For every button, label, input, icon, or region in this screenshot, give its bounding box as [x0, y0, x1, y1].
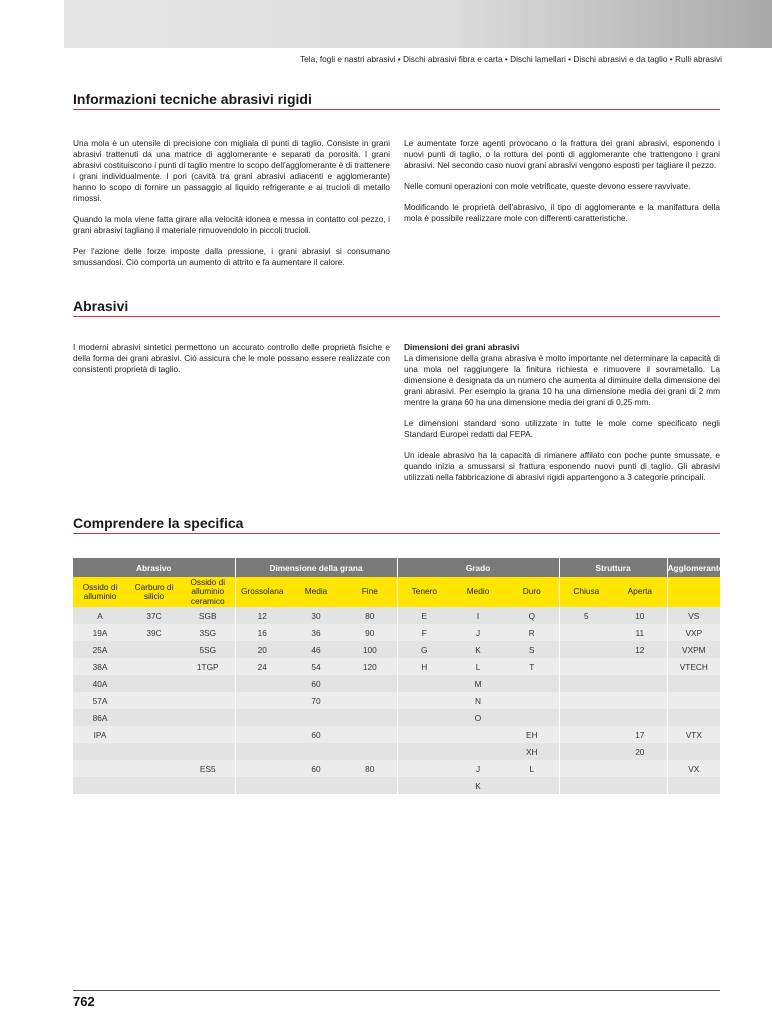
page-number: 762 [73, 994, 95, 1009]
table-cell [235, 692, 289, 709]
table-cell: 40A [73, 675, 127, 692]
table-cell [181, 692, 235, 709]
table-row [73, 658, 720, 675]
group-header-struttura: Struttura [559, 558, 667, 577]
table-row [73, 743, 720, 760]
paragraph: Per l'azione delle forze imposte dalla pressione, i grani abrasivi si consumano smussandosi. Ciò comporta un aumento di attrito e fa aumentare il calore. [73, 246, 390, 267]
group-header-dimensione: Dimensione della grana [235, 558, 397, 577]
table-cell: VS [667, 607, 720, 624]
table-cell: VTX [667, 726, 720, 743]
subheader-cell: Grossolana [235, 577, 289, 607]
paragraph: Nelle comuni operazioni con mole vetrificate, queste devono essere ravvivate. [404, 181, 691, 191]
section1-right-column [404, 138, 720, 234]
paragraph: Quando la mola viene fatta girare alla velocità idonea e messa in contatto col pezzo, i grani abrasivi tagliano il materiale rimuovendolo in piccoli trucioli. [73, 214, 390, 235]
table-cell: 10 [613, 607, 667, 624]
table-cell [127, 692, 181, 709]
table-cell [289, 743, 343, 760]
table-cell: R [505, 624, 559, 641]
table-cell [343, 675, 397, 692]
table-cell [235, 726, 289, 743]
section-title-specifica: Comprendere la specifica [73, 515, 244, 531]
subheader-cell: Ossido di alluminio [73, 577, 127, 607]
table-cell: 37C [127, 607, 181, 624]
table-cell: VX [667, 760, 720, 777]
header-band [64, 0, 772, 48]
table-cell: K [451, 777, 505, 794]
table-cell: 38A [73, 658, 127, 675]
table-cell [505, 709, 559, 726]
table-cell [451, 726, 505, 743]
table-cell: 60 [289, 760, 343, 777]
table-cell [235, 743, 289, 760]
table-cell [235, 777, 289, 794]
table-cell [397, 777, 451, 794]
table-group-header [73, 558, 720, 577]
table-cell: Q [505, 607, 559, 624]
table-cell [235, 760, 289, 777]
table-cell [559, 743, 613, 760]
table-cell [667, 692, 720, 709]
table-cell: 12 [235, 607, 289, 624]
table-cell: J [451, 624, 505, 641]
table-cell [559, 675, 613, 692]
paragraph: Un ideale abrasivo ha la capacità di rimanere affilato con poche punte smussate, e quando inizia a smussarsi si frattura esponendo nuovi punti di taglio. Gli abrasivi utilizzati nella fabbricazione di abrasivi rigidi appartengono a 3 categorie principali. [404, 450, 720, 482]
table-cell [289, 777, 343, 794]
section-divider [73, 533, 720, 534]
subheading: Dimensioni dei grani abrasivi [404, 342, 520, 352]
table-subheader [73, 577, 720, 607]
table-cell: H [397, 658, 451, 675]
table-cell [613, 658, 667, 675]
table-cell [505, 675, 559, 692]
table-cell [613, 709, 667, 726]
table-cell [397, 743, 451, 760]
table-cell: 36 [289, 624, 343, 641]
specification-table [73, 558, 724, 794]
table-body [73, 607, 720, 794]
table-row [73, 624, 720, 641]
table-cell [505, 777, 559, 794]
table-cell [613, 692, 667, 709]
table-cell: 80 [343, 607, 397, 624]
table-cell [289, 709, 343, 726]
table-cell: 20 [613, 743, 667, 760]
table-cell: 46 [289, 641, 343, 658]
table-cell [397, 760, 451, 777]
table-cell [73, 743, 127, 760]
group-header-abrasivo: Abrasivo [73, 558, 235, 577]
paragraph: Una mola è un utensile di precisione con migliaia di punti di taglio. Consiste in grani abrasivi trattenuti da una matrice di agglomerante e separati da porosità. I grani abrasivi costituiscono i punti di taglio mentre lo scopo dell'agglomerante è di trattenere i grani individualmente. I pori (cavità tra grani abrasivi adiacenti e agglomerante) hanno lo scopo di fornire un passaggio al liquido refrigerante e ai trucioli di metallo rimossi. [73, 138, 390, 203]
table-row [73, 777, 720, 794]
table-cell: 17 [613, 726, 667, 743]
paragraph: Le aumentate forze agenti provocano o la frattura dei grani abrasivi, esponendo i nuovi punti di taglio, o la rottura dei ponti di agglomerante che trattengono i grani abrasivi. Nel secondo caso nuovi grani abrasivi vengono esposti per tagliare il pezzo. [404, 138, 720, 170]
table-cell [127, 726, 181, 743]
table-cell [667, 709, 720, 726]
table-row [73, 726, 720, 743]
table-cell [181, 777, 235, 794]
subheader-cell: Medio [451, 577, 505, 607]
subheader-cell: Aperta [613, 577, 667, 607]
table-cell: S [505, 641, 559, 658]
table-cell [613, 675, 667, 692]
table-cell [667, 675, 720, 692]
table-cell: 54 [289, 658, 343, 675]
table-cell [73, 777, 127, 794]
table-cell [343, 692, 397, 709]
table-cell: IPA [73, 726, 127, 743]
table-cell [397, 709, 451, 726]
table-cell: 11 [613, 624, 667, 641]
table-cell: 5 [559, 607, 613, 624]
table-cell: F [397, 624, 451, 641]
table-cell: L [505, 760, 559, 777]
group-header-agglomerante: Agglomerante [667, 558, 720, 577]
subheader-cell: Tenero [397, 577, 451, 607]
table-cell: 20 [235, 641, 289, 658]
table-cell [127, 658, 181, 675]
table-row [73, 641, 720, 658]
table-cell: XH [505, 743, 559, 760]
table-cell [559, 624, 613, 641]
table-cell [559, 709, 613, 726]
table-cell: M [451, 675, 505, 692]
table-cell: G [397, 641, 451, 658]
table-cell: 1TGP [181, 658, 235, 675]
table-cell [343, 709, 397, 726]
table-cell [397, 675, 451, 692]
table-cell [181, 743, 235, 760]
table-cell: 57A [73, 692, 127, 709]
table-cell: 3SG [181, 624, 235, 641]
subheader-cell: Media [289, 577, 343, 607]
table-cell: 39C [127, 624, 181, 641]
table-cell [127, 777, 181, 794]
table-cell: J [451, 760, 505, 777]
table-cell [613, 760, 667, 777]
table-row [73, 760, 720, 777]
table-cell: 70 [289, 692, 343, 709]
table-cell [343, 743, 397, 760]
table-cell: 86A [73, 709, 127, 726]
table-cell: ES5 [181, 760, 235, 777]
table-cell [559, 658, 613, 675]
group-header-grado: Grado [397, 558, 559, 577]
table-cell [559, 760, 613, 777]
table-cell [127, 709, 181, 726]
table-cell: 100 [343, 641, 397, 658]
table-cell [181, 675, 235, 692]
table-cell: 120 [343, 658, 397, 675]
table-cell [181, 709, 235, 726]
table-cell: A [73, 607, 127, 624]
table-cell: T [505, 658, 559, 675]
paragraph: La dimensione della grana abrasiva è molto importante nel determinare la capacità di una mola nel raggiungere la finitura richiesta e rimuovere il sovrametallo. La dimensione è designata da un numero che aumenta al diminuire della dimensione dei grani abrasivi. Per esempio la grana 10 ha una dimensione media dei grani di 2 mm mentre la grana 60 ha una dimensione media dei grani di 0,25 mm. [404, 353, 720, 407]
subheader-cell: Ossido di alluminio ceramico [181, 577, 235, 607]
table-cell [559, 777, 613, 794]
table-cell: 5SG [181, 641, 235, 658]
table-cell: N [451, 692, 505, 709]
breadcrumb: Tela, fogli e nastri abrasivi • Dischi abrasivi fibra e carta • Dischi lamellari • Dischi abrasivi e da taglio • Rulli abrasivi [299, 54, 722, 64]
section-divider [73, 109, 720, 110]
table-cell: 60 [289, 726, 343, 743]
table-cell [559, 726, 613, 743]
paragraph: Le dimensioni standard sono utilizzate in tutte le mole come specificato negli Standard Europei redatti dal FEPA. [404, 418, 720, 439]
table-cell [667, 743, 720, 760]
table-row [73, 692, 720, 709]
table-cell: 80 [343, 760, 397, 777]
section1-left-column [73, 138, 390, 278]
table-cell: 16 [235, 624, 289, 641]
table-cell [127, 743, 181, 760]
table-cell [397, 692, 451, 709]
table-cell [181, 726, 235, 743]
table-cell: 12 [613, 641, 667, 658]
subheader-cell: Chiusa [559, 577, 613, 607]
table-cell: 30 [289, 607, 343, 624]
section2-right-column [404, 342, 720, 493]
table-cell [451, 743, 505, 760]
table-cell [397, 726, 451, 743]
table-cell: I [451, 607, 505, 624]
subheader-cell: Fine [343, 577, 397, 607]
paragraph: I moderni abrasivi sintetici permettono un accurato controllo delle proprietà fisiche e della forma dei grani abrasivi. Ciò assicura che le mole possano essere realizzate con consistenti proprietà di taglio. [73, 342, 390, 374]
table-cell [235, 675, 289, 692]
table-cell: EH [505, 726, 559, 743]
table-cell [667, 777, 720, 794]
table-cell [127, 675, 181, 692]
table-cell [505, 692, 559, 709]
table-cell: 60 [289, 675, 343, 692]
subheader-cell: Duro [505, 577, 559, 607]
table-cell: O [451, 709, 505, 726]
table-row [73, 709, 720, 726]
section2-left-column [73, 342, 390, 385]
table-cell [235, 709, 289, 726]
table-cell: 25A [73, 641, 127, 658]
section-divider [73, 316, 720, 317]
table-cell: E [397, 607, 451, 624]
table-cell: 90 [343, 624, 397, 641]
table-cell [127, 641, 181, 658]
table-cell: K [451, 641, 505, 658]
table-cell: VTECH [667, 658, 720, 675]
table-cell: VXP [667, 624, 720, 641]
footer-divider [73, 990, 720, 991]
table-row [73, 607, 720, 624]
table-cell: L [451, 658, 505, 675]
table-cell: SGB [181, 607, 235, 624]
table-cell [343, 726, 397, 743]
table-cell [343, 777, 397, 794]
paragraph: Modificando le proprietà dell'abrasivo, il tipo di agglomerante e la manifattura della mola è possibile realizzare mole con differenti caratteristiche. [404, 202, 720, 223]
table-cell [73, 760, 127, 777]
table-cell: 19A [73, 624, 127, 641]
table-row [73, 675, 720, 692]
table-cell: 24 [235, 658, 289, 675]
section-title-informazioni: Informazioni tecniche abrasivi rigidi [73, 91, 312, 107]
table-cell [559, 641, 613, 658]
section-title-abrasivi: Abrasivi [73, 298, 129, 314]
subheader-cell: Carburo di silicio [127, 577, 181, 607]
table-cell [613, 777, 667, 794]
table-cell [127, 760, 181, 777]
subheader-cell [667, 577, 720, 607]
table-cell [559, 692, 613, 709]
table-cell: VXPM [667, 641, 720, 658]
